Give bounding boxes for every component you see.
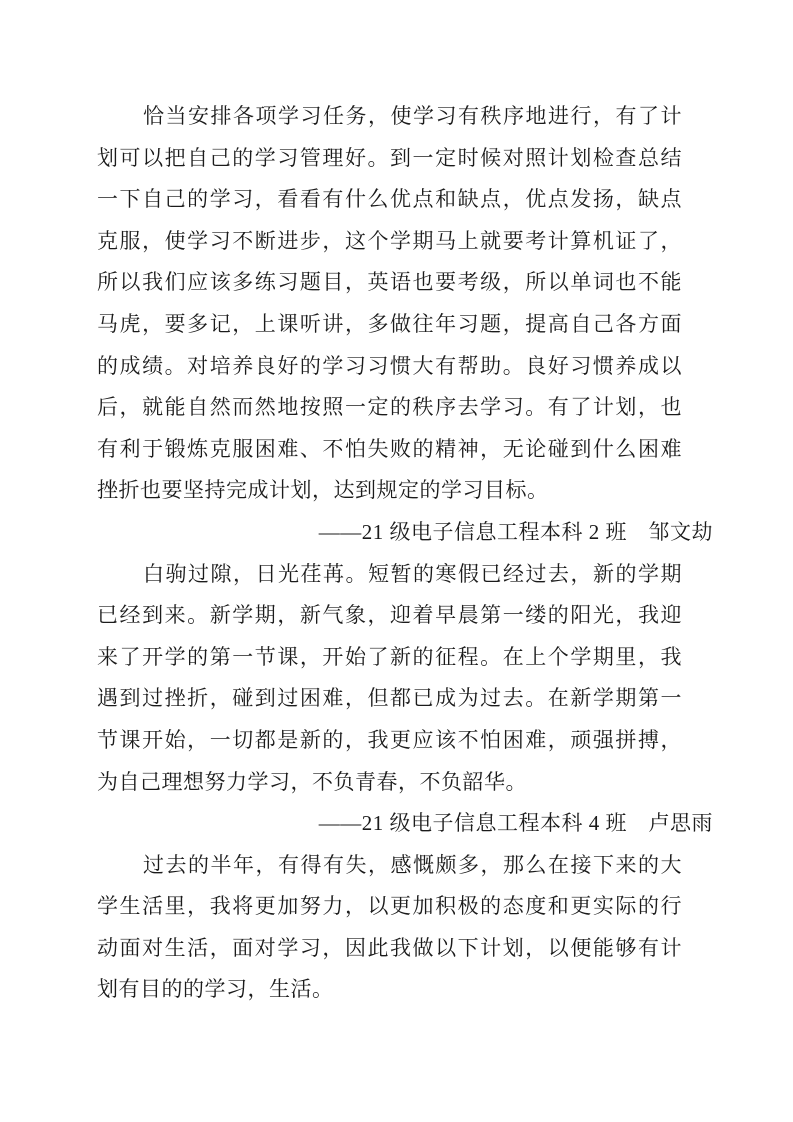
text-line: 白驹过隙，日光荏苒。短暂的寒假已经过去，新的学期	[143, 561, 682, 586]
text-line: 已经到来。新学期，新气象，迎着早晨第一缕的阳光，我迎	[97, 603, 682, 628]
text-line: 节课开始，一切都是新的，我更应该不怕困难，顽强拼搏，	[97, 727, 682, 752]
text-line: 过去的半年，有得有失，感慨颇多，那么在接下来的大	[143, 852, 682, 877]
text-line: 所以我们应该多练习题目，英语也要考级，所以单词也不能	[97, 270, 682, 295]
attribution-line: ——21 级电子信息工程本科 2 班 邹文劫	[318, 519, 713, 544]
text-line: 克服，使学习不断进步，这个学期马上就要考计算机证了，	[97, 228, 682, 253]
text-line: 学生活里，我将更加努力，以更加积极的态度和更实际的行	[97, 894, 682, 919]
text-line: 恰当安排各项学习任务，使学习有秩序地进行，有了计	[143, 104, 682, 128]
text-line: 马虎，要多记，上课听讲，多做往年习题，提高自己各方面	[97, 311, 682, 336]
document-body	[97, 96, 713, 1011]
text-line: 划有目的的学习，生活。	[97, 977, 334, 1002]
text-line: 后，就能自然而然地按照一定的秩序去学习。有了计划，也	[97, 395, 682, 420]
text-line: 划可以把自己的学习管理好。到一定时候对照计划检查总结	[97, 145, 682, 170]
text-line: 遇到过挫折，碰到过困难，但都已成为过去。在新学期第一	[97, 686, 682, 711]
text-line: 一下自己的学习，看看有什么优点和缺点，优点发扬，缺点	[97, 187, 682, 212]
text-line: 挫折也要坚持完成计划，达到规定的学习目标。	[97, 478, 549, 503]
text-line: 动面对生活，面对学习，因此我做以下计划，以便能够有计	[97, 935, 682, 960]
text-line: 来了开学的第一节课，开始了新的征程。在上个学期里，我	[97, 644, 682, 669]
text-line: 有利于锻炼克服困难、不怕失败的精神，无论碰到什么困难	[97, 436, 682, 461]
attribution-line: ——21 级电子信息工程本科 4 班 卢思雨	[318, 811, 713, 836]
text-line: 为自己理想努力学习，不负青春，不负韶华。	[97, 769, 527, 794]
text-line: 的成绩。对培养良好的学习习惯大有帮助。良好习惯养成以	[97, 353, 682, 378]
